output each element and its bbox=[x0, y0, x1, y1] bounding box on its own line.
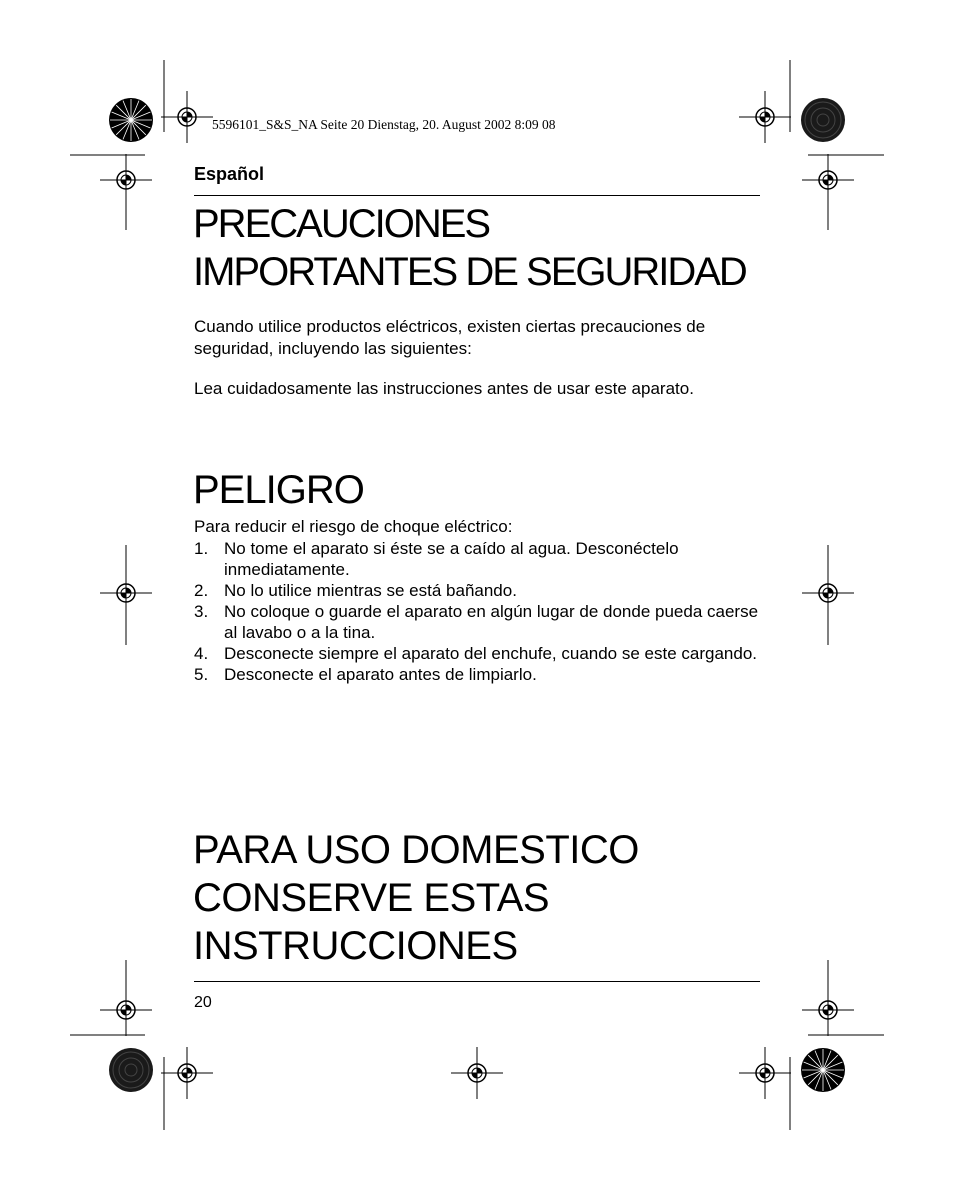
list-item-text: No tome el aparato si éste se a caído al agua. Desconéctelo inmediatamente. bbox=[224, 539, 679, 579]
list-item-number: 4. bbox=[194, 644, 209, 663]
list-item-text: Desconecte siempre el aparato del enchufe, cuando se este cargando. bbox=[224, 644, 758, 663]
danger-intro: Para reducir el riesgo de choque eléctrico: bbox=[194, 517, 513, 536]
page-number: 20 bbox=[194, 994, 212, 1011]
list-item bbox=[194, 643, 774, 664]
top-rule bbox=[194, 195, 760, 196]
footer-title-line: CONSERVE ESTAS bbox=[193, 876, 550, 920]
footer-title bbox=[193, 826, 639, 970]
list-item-text: No coloque o guarde el aparato en algún lugar de donde pueda caerse al lavabo o a la tina. bbox=[224, 602, 759, 642]
page-title bbox=[193, 200, 746, 296]
list-item bbox=[194, 580, 774, 601]
list-item-number: 1. bbox=[194, 539, 209, 558]
list-item-number: 5. bbox=[194, 665, 209, 684]
list-item-number: 3. bbox=[194, 602, 209, 621]
danger-title bbox=[193, 466, 364, 514]
list-item-text: Desconecte el aparato antes de limpiarlo. bbox=[224, 665, 537, 684]
intro-paragraph: Lea cuidadosamente las instrucciones antes de usar este aparato. bbox=[194, 379, 694, 398]
page-title-line: PRECAUCIONES bbox=[193, 202, 490, 246]
page-title-line: IMPORTANTES DE SEGURIDAD bbox=[193, 250, 746, 294]
list-item-number: 2. bbox=[194, 581, 209, 600]
intro-paragraph: Cuando utilice productos eléctricos, existen ciertas precauciones de seguridad, incluyendo las siguientes: bbox=[194, 317, 706, 358]
list-item-text: No lo utilice mientras se está bañando. bbox=[224, 581, 517, 600]
footer-title-line: INSTRUCCIONES bbox=[193, 924, 518, 968]
list-item bbox=[194, 601, 774, 643]
danger-list bbox=[194, 538, 774, 685]
footer-title-line: PARA USO DOMESTICO bbox=[193, 828, 639, 872]
list-item bbox=[194, 664, 774, 685]
danger-title-text: PELIGRO bbox=[193, 468, 364, 512]
list-item bbox=[194, 538, 774, 580]
section-label: Español bbox=[194, 164, 265, 184]
bottom-rule bbox=[194, 981, 760, 982]
print-slug: 5596101_S&S_NA Seite 20 Dienstag, 20. August 2002 8:09 08 bbox=[212, 117, 556, 132]
